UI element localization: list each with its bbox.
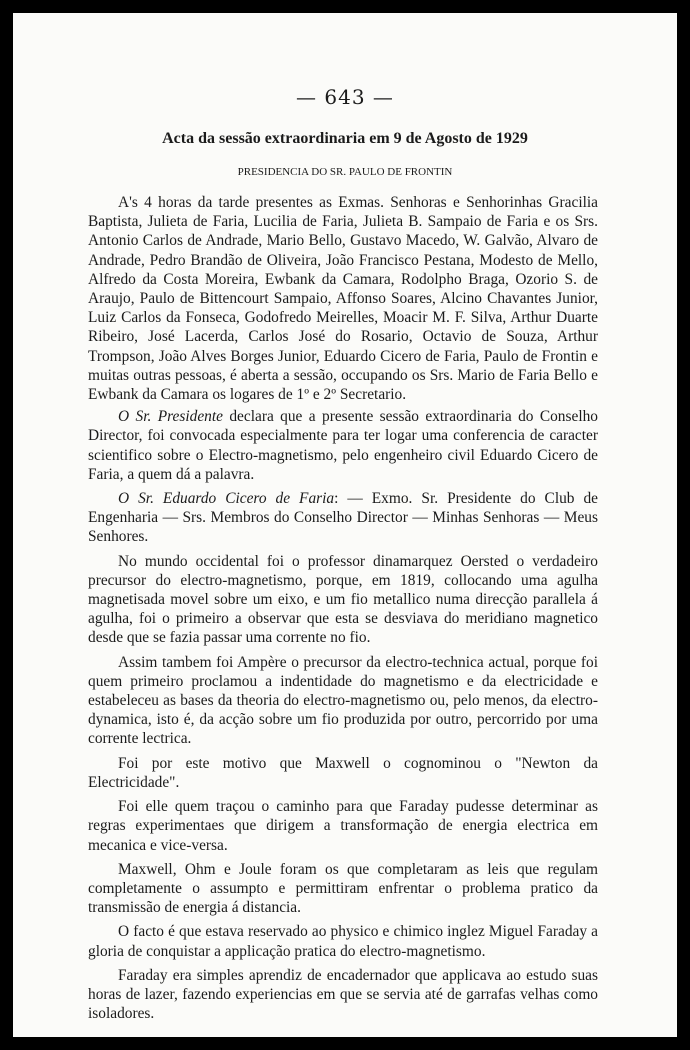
paragraph-speaker-greeting xyxy=(88,489,598,547)
document-body xyxy=(88,193,598,1028)
paragraph-president xyxy=(88,407,598,484)
paragraph-maxwell-newton: Foi por este motivo que Maxwell o cognominou o "Newton da Electricidade". xyxy=(88,754,598,791)
page-number: — 643 — xyxy=(296,85,394,109)
speaker-name: O Sr. Eduardo Cicero de Faria xyxy=(118,490,335,508)
paragraph-ampere: Assim tambem foi Ampère o precursor da electro-technica actual, porque foi quem primeiro proclamou a indentidade do magnetismo e da electricidade e estabeleceu as bases da theoria do electro-magnetismo ou, pelo menos, da electro-dynamica, isto é, da acção sobre um fio produzida por outro, percorrido por uma corrente lectrica. xyxy=(88,653,598,748)
presidency-subtitle: PRESIDENCIA DO SR. PAULO DE FRONTIN xyxy=(237,166,453,178)
paragraph-oersted: No mundo occidental foi o professor dinamarquez Oersted o verdadeiro precursor do electro-magnetismo, porque, em 1819, collocando uma agulha magnetisada movel sobre um eixo, e um fio metallico numa direcção parallela á agulha, foi o primeiro a observar que esta se desviava do meridiano magnetico desde que se fazia passar uma corrente no fio. xyxy=(88,552,598,647)
paragraph-faraday-apprentice: Faraday era simples aprendiz de encadernador que applicava ao estudo suas horas de lazer, fazendo experiencias em que se servia até de garrafas velhas como isoladores. xyxy=(88,966,598,1023)
paragraph-maxwell-ohm-joule: Maxwell, Ohm e Joule foram os que completaram as leis que regulam completamente o assumpto e permittiram enfrentar o problema pratico da transmissão de energia á distancia. xyxy=(88,860,598,917)
paragraph-attendance: A's 4 horas da tarde presentes as Exmas. Senhoras e Senhorinhas Gracilia Baptista, Julieta de Faria, Lucilia de Faria, Julieta B. Sampaio de Faria e os Srs. Antonio Carlos de Andrade, Mario Bello, Gustavo Macedo, W. Galvão, Alvaro de Andrade, Pedro Brandão de Oliveira, João Francisco Pestana, Modesto de Mello, Alfredo da Costa Moreira, Ewbank da Camara, Rodolpho Braga, Ozorio S. de Araujo, Paulo de Bittencourt Sampaio, Affonso Soares, Alcino Chavantes Junior, Luiz Carlos da Fonseca, Godofredo Meirelles, Moacir M. F. Silva, Arthur Duarte Ribeiro, José Lacerda, Carlos José do Rosario, Octavio de Souza, Arthur Trompson, João Alves Borges Junior, Eduardo Cicero de Faria, Paulo de Frontin e muitas outras pessoas, é aberta a sessão, occupando os Srs. Mario de Faria Bello e Ewbank da Camara os logares de 1º e 2º Secretario. xyxy=(88,194,598,404)
paragraph-text: declara que a presente sessão extraordinaria do Conselho Director, foi convocada especialmente para ter logar uma conferencia de caracter scientifico sobre o Electro-magnetismo, pelo engenheiro civil Eduardo Cicero de Faria, a quem dá a palavra. xyxy=(88,408,598,483)
paragraph-faraday-path: Foi elle quem traçou o caminho para que Faraday pudesse determinar as regras experimentaes que dirigem a transformação de energia electrica em mecanica e vice-versa. xyxy=(88,798,598,854)
paragraph-text: : — Exmo. Sr. Presidente do Club de Engenharia — Srs. Membros do Conselho Director — Minhas Senhoras — Meus Senhores. xyxy=(88,490,599,546)
paragraph-faraday-glory: O facto é que estava reservado ao physico e chimico inglez Miguel Faraday a gloria de conquistar a applicação pratica do electro-magnetismo. xyxy=(88,923,598,960)
session-title: Acta da sessão extraordinaria em 9 de Agosto de 1929 xyxy=(162,130,528,147)
speaker-name: O Sr. Presidente xyxy=(118,408,223,426)
document-page xyxy=(13,13,677,1037)
